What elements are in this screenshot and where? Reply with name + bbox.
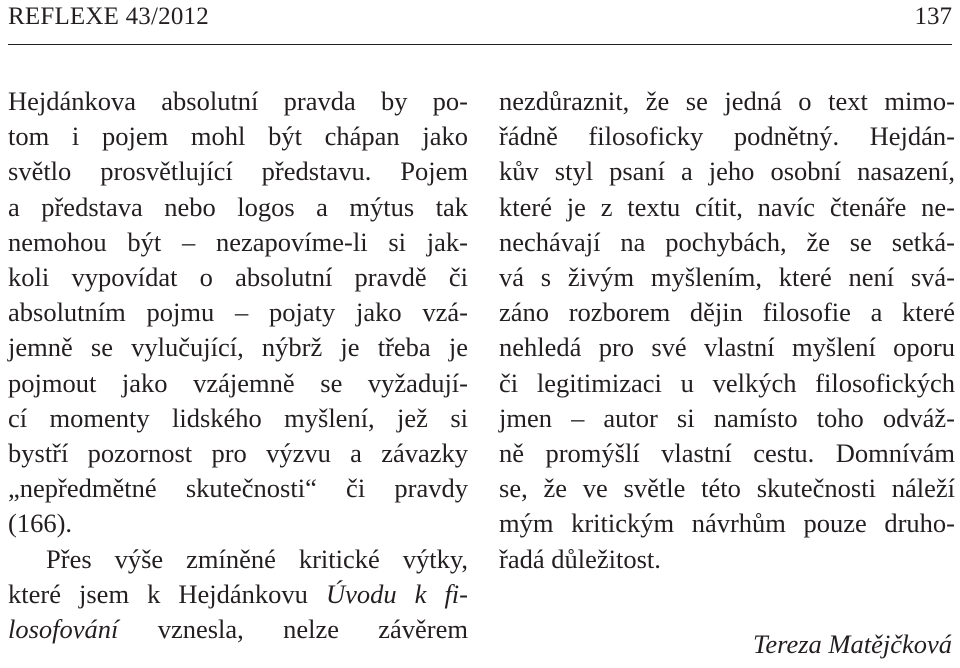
text-segment: které jsem k Hejdánkovu: [8, 578, 326, 609]
text-line: koli vypovídat o absolutní pravdě či: [8, 262, 468, 293]
text-line: pojmout jako vzájemně se vyžadují-: [8, 367, 468, 398]
right-column: [499, 84, 955, 577]
text-line: „nepředmětné skutečnosti“ či pravdy: [8, 473, 468, 504]
text-line: vá s živým myšlením, které není svá-: [499, 262, 955, 293]
text-line: jemně se vylučující, nýbrž je třeba je: [8, 332, 468, 363]
text-line: které je z textu cítit, navíc čtenáře ne-: [499, 191, 955, 222]
text-line: světlo prosvětlující představu. Pojem: [8, 156, 468, 187]
text-line: mým kritickým návrhům pouze druho-: [499, 508, 955, 539]
journal-issue: REFLEXE 43/2012: [8, 3, 209, 30]
text-line: bystří pozornost pro výzvu a závazky: [8, 438, 468, 469]
text-line: tom i pojem mohl být chápan jako: [8, 121, 468, 152]
text-line: jmen – autor si namísto toho odváž-: [499, 402, 955, 433]
text-line: řádně filosoficky podnětný. Hejdán-: [499, 121, 955, 152]
text-line: a představa nebo logos a mýtus tak: [8, 191, 468, 222]
left-column: [8, 84, 468, 647]
text-line: nezdůraznit, že se jedná o text mimo-: [499, 86, 955, 116]
text-line: záno rozborem dějin filosofie a které: [499, 297, 955, 328]
text-line: nehledá pro své vlastní myšlení oporu: [499, 332, 955, 363]
text-line: [8, 612, 468, 647]
text-line: se, že ve světle této skutečnosti náleží: [499, 473, 955, 504]
paragraph-start-line: Přes výše zmíněné kritické výtky,: [46, 543, 468, 574]
text-line: nechávají na pochybách, že se setká-: [499, 226, 955, 257]
text-line: kův styl psaní a jeho osobní nasazení,: [499, 156, 955, 187]
book-title-italic: Úvodu k fi-: [325, 578, 468, 609]
book-title-italic: losofování: [8, 614, 119, 645]
text-line: řadá důležitost.: [499, 543, 661, 574]
text-line: [8, 577, 468, 612]
text-line: cí momenty lidského myšlení, jež si: [8, 402, 468, 433]
author-signature: Tereza Matějčková: [753, 629, 952, 659]
running-header: [8, 0, 952, 45]
text-line: Hejdánkova absolutní pravda by po-: [8, 86, 468, 116]
text-line: nemohou být – nezapovíme-li si jak-: [8, 226, 468, 257]
text-segment: vznesla, nelze závěrem: [118, 614, 468, 645]
page-number: 137: [914, 3, 952, 30]
text-line: absolutním pojmu – pojaty jako vzá-: [8, 297, 468, 328]
text-line: (166).: [8, 508, 73, 539]
text-line: ně promýšlí vlastní cestu. Domnívám: [499, 438, 955, 469]
text-line: či legitimizaci u velkých filosofických: [499, 367, 955, 398]
